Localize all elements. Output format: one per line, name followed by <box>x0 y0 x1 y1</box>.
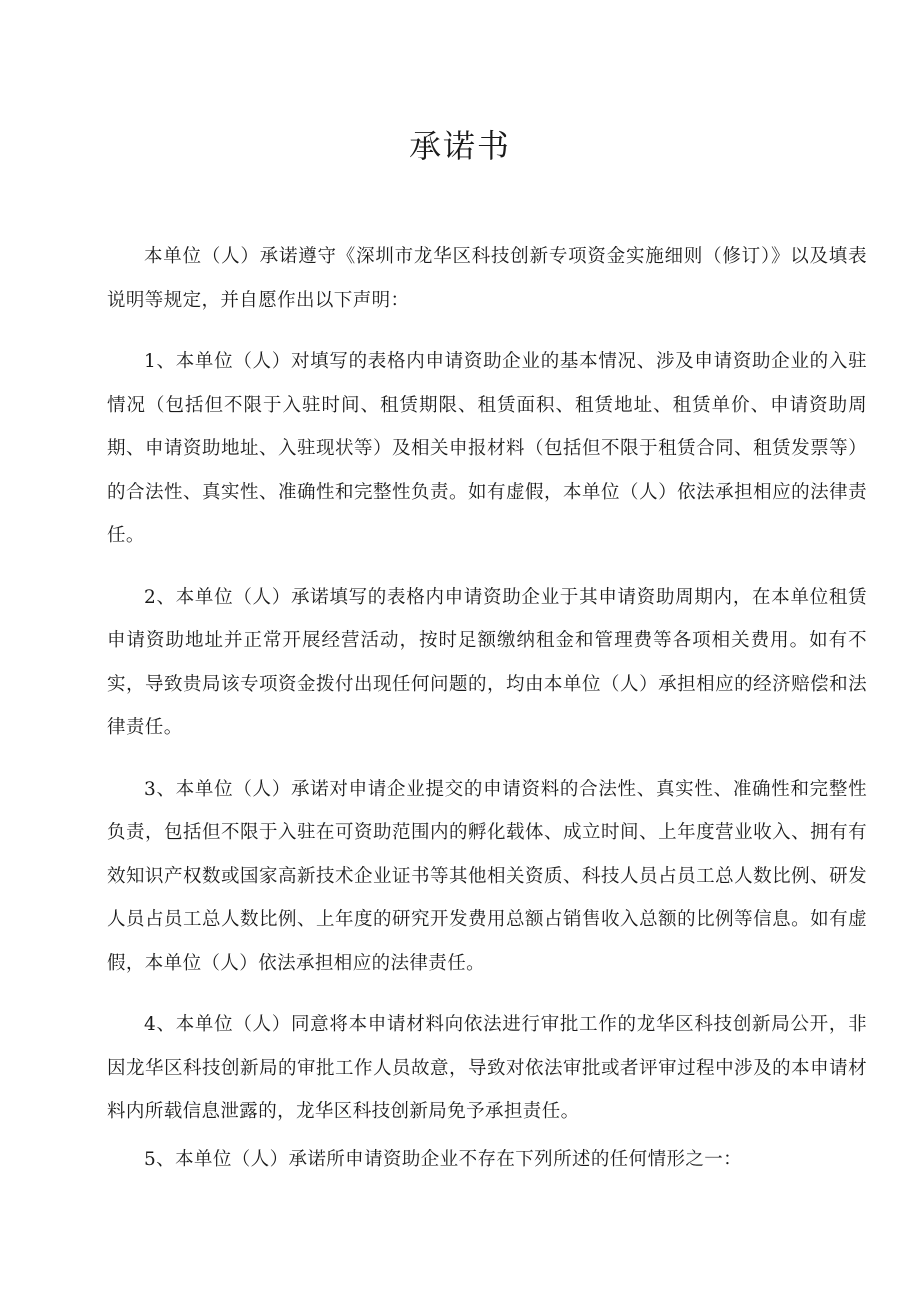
intro-paragraph: 本单位（人）承诺遵守《深圳市龙华区科技创新专项资金实施细则（修订）》以及填表说明等规定，并自愿作出以下声明： <box>107 246 867 311</box>
document-body <box>107 235 867 1181</box>
clause-4-paragraph: 4、本单位（人）同意将本申请材料向依法进行审批工作的龙华区科技创新局公开，非因龙华区科技创新局的审批工作人员故意，导致对依法审批或者评审过程中涉及的本申请材料内所载信息泄露的，龙华区科技创新局免予承担责任。 <box>107 1014 867 1122</box>
clause-2-paragraph: 2、本单位（人）承诺填写的表格内申请资助企业于其申请资助周期内，在本单位租赁申请资助地址并正常开展经营活动，按时足额缴纳租金和管理费等各项相关费用。如有不实，导致贵局该专项资金拨付出现任何问题的，均由本单位（人）承担相应的经济赔偿和法律责任。 <box>107 586 867 738</box>
clause-3-paragraph: 3、本单位（人）承诺对申请企业提交的申请资料的合法性、真实性、准确性和完整性负责，包括但不限于入驻在可资助范围内的孵化载体、成立时间、上年度营业收入、拥有有效知识产权数或国家高新技术企业证书等其他相关资质、科技人员占员工总人数比例、研发人员占员工总人数比例、上年度的研究开发费用总额占销售收入总额的比例等信息。如有虚假，本单位（人）依法承担相应的法律责任。 <box>107 778 867 974</box>
clause-1-paragraph: 1、本单位（人）对填写的表格内申请资助企业的基本情况、涉及申请资助企业的入驻情况（包括但不限于入驻时间、租赁期限、租赁面积、租赁地址、租赁单价、申请资助周期、申请资助地址、入驻现状等）及相关申报材料（包括但不限于租赁合同、租赁发票等）的合法性、真实性、准确性和完整性负责。如有虚假，本单位（人）依法承担相应的法律责任。 <box>107 351 867 546</box>
document-title: 承诺书 <box>408 127 511 165</box>
clause-5-paragraph: 5、本单位（人）承诺所申请资助企业不存在下列所述的任何情形之一： <box>144 1148 743 1170</box>
